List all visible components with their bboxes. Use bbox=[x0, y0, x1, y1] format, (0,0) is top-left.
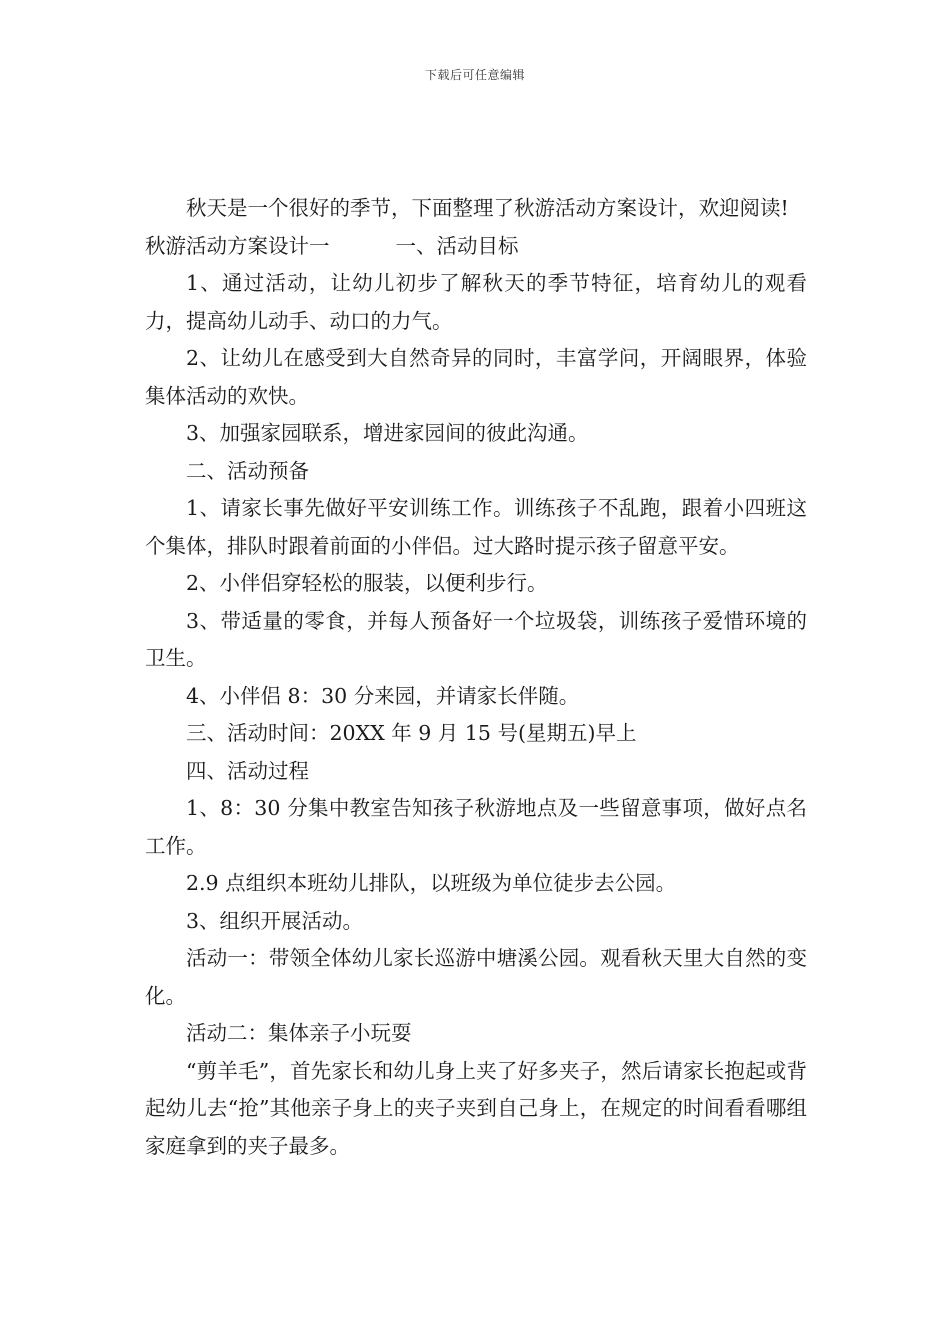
page-header: 下载后可任意编辑 bbox=[424, 68, 525, 82]
activity-2-description: “剪羊毛”，首先家长和幼儿身上夹了好多夹子，然后请家长抱起或背起幼儿去“抢”其他亲子身上的夹子夹到自己身上，在规定的时间看看哪组家庭拿到的夹子最多。 bbox=[145, 1058, 807, 1158]
prep-item-4: 4、小伴侣 8：30 分来园，并请家长伴随。 bbox=[186, 683, 580, 708]
prep-item-1: 1、请家长事先做好平安训练工作。训练孩子不乱跑，跟着小四班这个集体，排队时跟着前面的小伴侣。过大路时提示孩子留意平安。 bbox=[145, 496, 807, 558]
goal-item-1: 1、通过活动，让幼儿初步了解秋天的季节特征，培育幼儿的观看力，提高幼儿动手、动口的力气。 bbox=[145, 271, 807, 333]
section-heading-goals: 一、活动目标 bbox=[395, 233, 519, 258]
activity-2-title: 活动二：集体亲子小玩耍 bbox=[186, 1021, 412, 1045]
prep-item-3: 3、带适量的零食，并每人预备好一个垃圾袋，训练孩子爱惜环境的卫生。 bbox=[145, 608, 807, 670]
section-heading-time: 三、活动时间：20XX 年 9 月 15 号(星期五)早上 bbox=[186, 721, 637, 745]
prep-item-2: 2、小伴侣穿轻松的服装，以便利步行。 bbox=[186, 571, 548, 595]
goal-item-3: 3、加强家园联系，增进家园间的彼此沟通。 bbox=[186, 421, 589, 445]
goal-item-2: 2、让幼儿在感受到大自然奇异的同时，丰富学问，开阔眼界，体验集体活动的欢快。 bbox=[145, 346, 807, 408]
plan-title: 秋游活动方案设计一 bbox=[145, 233, 330, 258]
intro-paragraph: 秋天是一个很好的季节，下面整理了秋游活动方案设计，欢迎阅读! bbox=[186, 196, 789, 220]
process-step-1: 1、8：30 分集中教室告知孩子秋游地点及一些留意事项，做好点名工作。 bbox=[145, 796, 807, 858]
process-step-2: 2.9 点组织本班幼儿排队，以班级为单位徒步去公园。 bbox=[186, 871, 677, 895]
document-body bbox=[145, 190, 807, 1165]
section-heading-preparation: 二、活动预备 bbox=[186, 458, 309, 483]
plan-title-line bbox=[145, 228, 807, 266]
section-heading-process: 四、活动过程 bbox=[186, 758, 309, 783]
activity-1: 活动一：带领全体幼儿家长巡游中塘溪公园。观看秋天里大自然的变化。 bbox=[145, 946, 807, 1008]
process-step-3: 3、组织开展活动。 bbox=[186, 908, 364, 933]
